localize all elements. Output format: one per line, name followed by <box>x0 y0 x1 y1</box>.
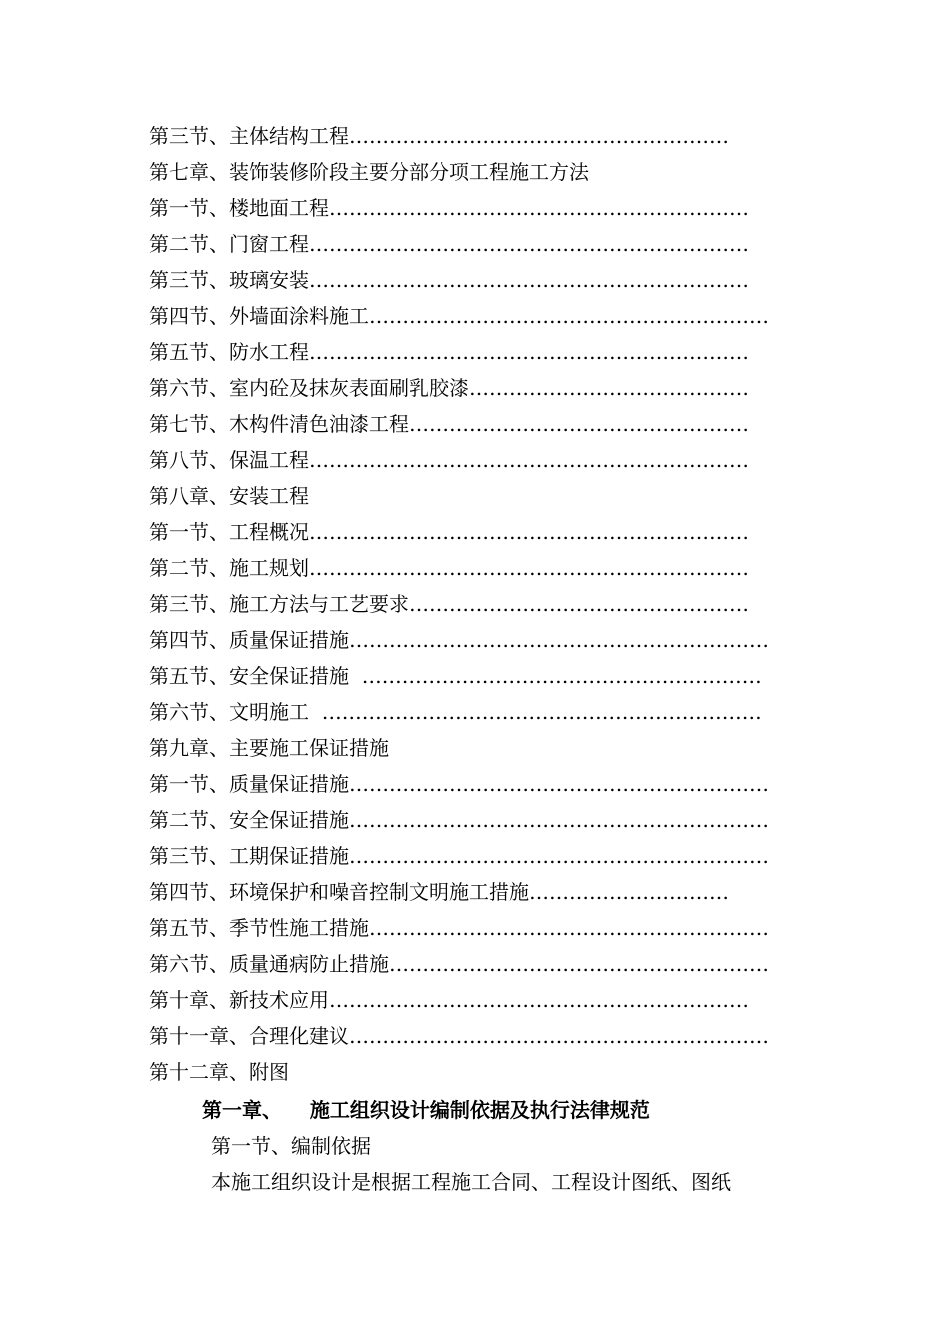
toc-entry <box>149 478 774 514</box>
toc-entry-leader: ……………………………………………………… <box>329 988 749 1012</box>
toc-entry-leader: ……………………………………………………… <box>349 808 769 832</box>
toc-entry <box>149 910 774 946</box>
toc-entry-label: 第五节、安全保证措施 <box>149 664 362 688</box>
toc-entry <box>149 586 774 622</box>
toc-entry-label: 第六节、质量通病防止措施 <box>149 952 389 976</box>
toc-entry-leader: ………………………………………………… <box>389 952 769 976</box>
toc-entry-label: 第一节、楼地面工程 <box>149 196 329 220</box>
toc-entry-label: 第三节、玻璃安装 <box>149 268 309 292</box>
toc-entry <box>149 622 774 658</box>
toc-entry-label: 第五节、季节性施工措施 <box>149 916 369 940</box>
toc-entry-leader: ………………………………………………………… <box>309 448 749 472</box>
document-body <box>149 1092 829 1200</box>
toc-entry-leader: …………………………………………………… <box>369 304 769 328</box>
toc-entry <box>149 118 774 154</box>
toc-entry-label: 第八章、安装工程 <box>149 484 309 508</box>
toc-entry-leader: …………………………………………………… <box>369 916 769 940</box>
toc-entry <box>149 226 774 262</box>
toc-entry <box>149 946 774 982</box>
toc-entry-leader: ………………………………………………………… <box>309 556 749 580</box>
toc-entry-label: 第三节、工期保证措施 <box>149 844 349 868</box>
toc-entry <box>149 442 774 478</box>
toc-entry-leader: ………………………………………………… <box>349 124 729 148</box>
toc-entry-leader: ……………………………………………………… <box>349 1024 769 1048</box>
toc-entry-leader: ………………………………………………………… <box>309 340 749 364</box>
toc-entry-label: 第二节、施工规划 <box>149 556 309 580</box>
toc-entry-label: 第三节、施工方法与工艺要求 <box>149 592 409 616</box>
toc-entry <box>149 730 774 766</box>
toc-entry-label: 第三节、主体结构工程 <box>149 124 349 148</box>
toc-entry-leader: ………………………………………………………… <box>309 520 749 544</box>
toc-entry-label: 第二节、安全保证措施 <box>149 808 349 832</box>
toc-entry <box>149 874 774 910</box>
toc-entry-leader: …………………………………………… <box>409 592 749 616</box>
toc-entry-label: 第五节、防水工程 <box>149 340 309 364</box>
toc-entry-label: 第一节、质量保证措施 <box>149 772 349 796</box>
toc-entry <box>149 838 774 874</box>
toc-entry-label: 第四节、外墙面涂料施工 <box>149 304 369 328</box>
toc-entry-leader: …………………………………………… <box>409 412 749 436</box>
toc-entry <box>149 298 774 334</box>
toc-entry <box>149 1054 774 1090</box>
toc-entry-leader: ……………………………………………………… <box>349 628 769 652</box>
toc-entry-label: 第一节、工程概况 <box>149 520 309 544</box>
toc-entry <box>149 802 774 838</box>
toc-entry-leader: ………………………… <box>529 880 729 904</box>
toc-entry-label: 第四节、环境保护和噪音控制文明施工措施 <box>149 880 529 904</box>
toc-entry-leader: ……………………………………………………… <box>329 196 749 220</box>
toc-entry-label: 第四节、质量保证措施 <box>149 628 349 652</box>
toc-entry-label: 第七章、装饰装修阶段主要分部分项工程施工方法 <box>149 160 589 184</box>
toc-entry <box>149 154 774 190</box>
toc-entry <box>149 550 774 586</box>
toc-entry <box>149 982 774 1018</box>
toc-entry <box>149 514 774 550</box>
toc-entry <box>149 190 774 226</box>
toc-entry <box>149 334 774 370</box>
toc-entry-leader: …………………………………………………… <box>361 664 762 688</box>
toc-entry-label: 第二节、门窗工程 <box>149 232 309 256</box>
toc-entry-label: 第七节、木构件清色油漆工程 <box>149 412 409 436</box>
toc-entry <box>149 370 774 406</box>
table-of-contents <box>149 118 774 1090</box>
toc-entry <box>149 262 774 298</box>
toc-entry <box>149 658 774 694</box>
toc-entry-leader: ………………………………………………………… <box>309 268 749 292</box>
chapter-heading: 第一章、 施工组织设计编制依据及执行法律规范 <box>202 1098 650 1122</box>
toc-entry-label: 第十一章、合理化建议 <box>149 1024 349 1048</box>
toc-entry <box>149 1018 774 1054</box>
toc-entry-label: 第十章、新技术应用 <box>149 988 329 1012</box>
body-paragraph: 本施工组织设计是根据工程施工合同、工程设计图纸、图纸 <box>211 1170 731 1194</box>
toc-entry <box>149 694 774 730</box>
toc-entry-label: 第八节、保温工程 <box>149 448 309 472</box>
toc-entry-label: 第六节、文明施工 <box>149 700 322 724</box>
toc-entry-leader: ………………………………………………………… <box>321 700 762 724</box>
toc-entry-label: 第十二章、附图 <box>149 1060 289 1084</box>
toc-entry-leader: ……………………………………………………… <box>349 772 769 796</box>
section-heading: 第一节、编制依据 <box>211 1134 371 1158</box>
toc-entry <box>149 766 774 802</box>
toc-entry-leader: ………………………………………………………… <box>309 232 749 256</box>
toc-entry-label: 第九章、主要施工保证措施 <box>149 736 389 760</box>
toc-entry-label: 第六节、室内砼及抹灰表面刷乳胶漆 <box>149 376 469 400</box>
toc-entry-leader: …………………………………… <box>469 376 749 400</box>
toc-entry-leader: ……………………………………………………… <box>349 844 769 868</box>
toc-entry <box>149 406 774 442</box>
